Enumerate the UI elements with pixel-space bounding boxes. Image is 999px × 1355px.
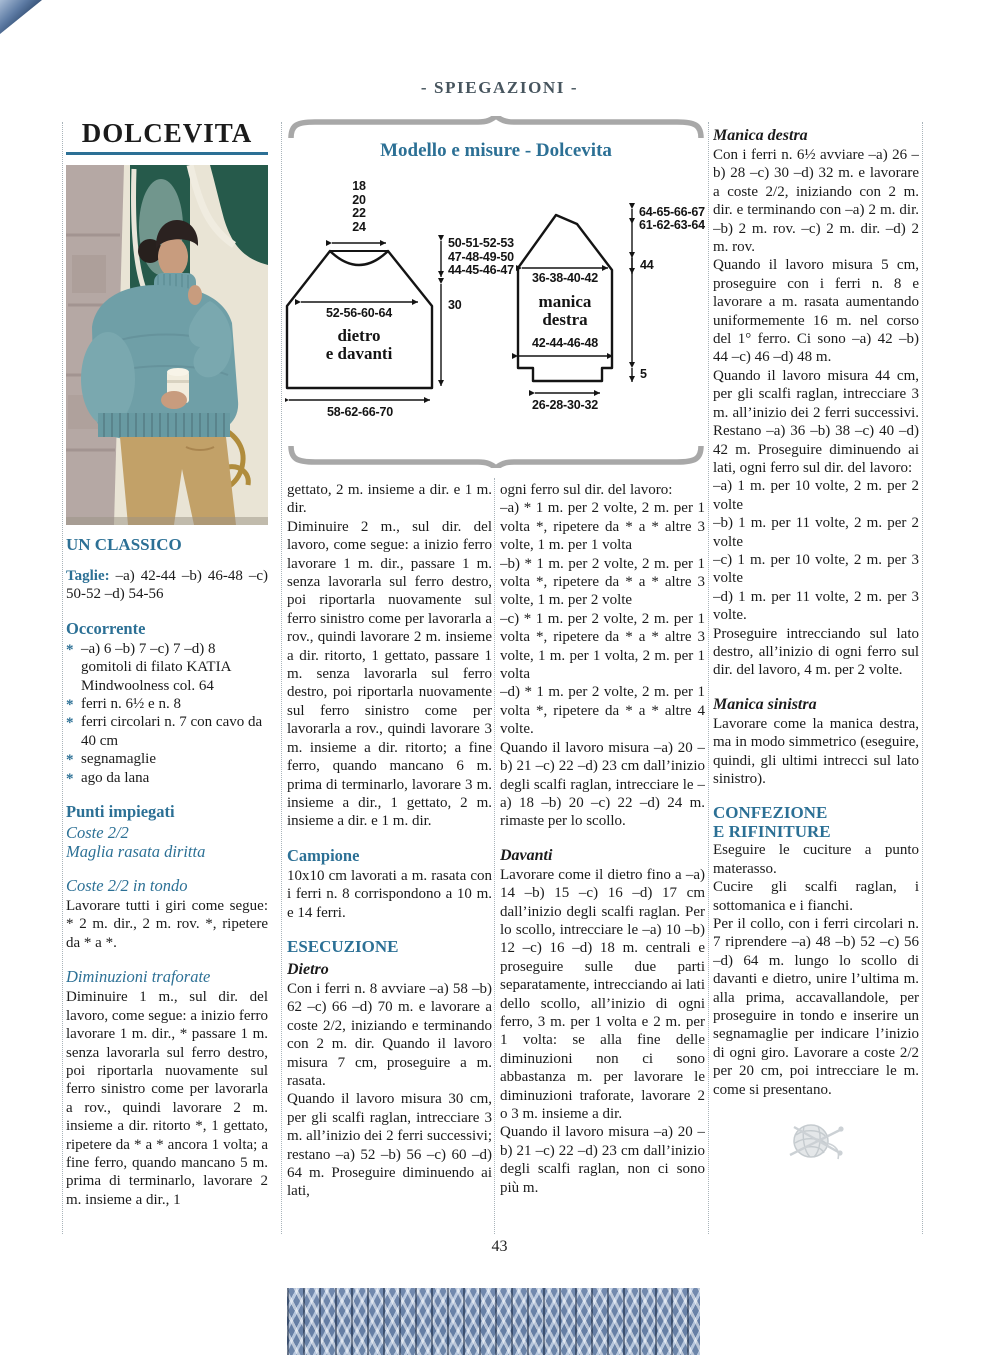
finishing-title	[713, 803, 919, 841]
bottom-width-label: 58-62-66-70	[327, 405, 393, 419]
column-separator	[62, 122, 63, 1234]
list-item	[66, 640, 268, 695]
schematic-title: Modello e misure - Dolcevita	[380, 140, 612, 161]
pattern-paragraph: Lavorare come la manica destra, ma in modo simmetrico (eseguire, quindi, gli ultimi intrecci sul lato sinistro).	[713, 715, 919, 787]
measure-label: 44-45-46-47	[448, 263, 514, 277]
pattern-paragraph: –b) * 1 m. per 2 volte, 2 m. per 1 volta *, ripetere da * a * altre 3 volte, 1 m. per 2 volte	[500, 555, 705, 609]
sleeve-underarm-height-label: 44	[640, 258, 654, 272]
pattern-paragraph: Quando il lavoro misura 30 cm, per gli scalfi raglan, intrecciare 3 m. all’inizio dei 2 ferri successivi; restano –a) 52 –b) 56 –c) 60 –d) 64 m. Proseguire diminuendo ai lati,	[287, 1091, 492, 1200]
pattern-paragraph: –c) 1 m. per 10 volte, 2 m. per 3 volte	[713, 551, 919, 587]
pattern-paragraph: –a) 1 m. per 10 volte, 2 m. per 2 volte	[713, 478, 919, 513]
gauge-title: Campione	[287, 845, 360, 865]
pattern-paragraph: gettato, 2 m. insieme a dir. e 1 m. dir.	[287, 482, 492, 517]
subsection-title: UN CLASSICO	[66, 535, 182, 554]
column-separator	[494, 478, 495, 1234]
list-item	[66, 769, 268, 787]
sleeve-piece-name	[518, 293, 612, 329]
piece-name-line: manica	[538, 292, 592, 311]
neck-size-labels	[329, 180, 389, 234]
pattern-paragraph: Diminuire 1 m., sul dir. del lavoro, come segue: a inizio ferro lavorare 1 m. dir., * passare 1 m. senza lavorarla sul ferro destro, poi riportarla nuovamente sul ferro sinistro come per lavorarla a rov., quindi lavorare 2 m. insieme a dir. ritorto *, 1 gettato, ripetere da * a * ancora 1 volta; a fine ferro, quando mancano 5 m. prima di terminarlo, lavorare 2 m. insieme a dir., 1	[66, 989, 268, 1208]
execution-title: ESECUZIONE	[287, 936, 399, 956]
measure-label: 22	[352, 206, 366, 220]
pattern-paragraph: Diminuire 2 m., sul dir. del lavoro, come segue: a inizio ferro lavorare 1 m. dir., passare 1 m. senza lavorarla sul ferro destro, poi riportarla nuovamente sul ferro sinistro come per lavorarla a rov., quindi lavorare 2 m. insieme a dir. ritorto, 1 gettato, passare 1 m. senza lavorarla sul ferro destro, poi riportarla nuovamente sul ferro sinistro come per lavorarla a rov., quindi lavorare 3 m. insieme a dir. ritorto; a fine ferro, quando mancano 6 m. prima di terminarlo, lavorare 3 m. insieme a dir., 1 gettato, 2 m. insieme a dir. e 1 m. dir.	[287, 518, 492, 830]
knit-texture-image	[287, 1288, 700, 1355]
list-item-text: –a) 6 –b) 7 –c) 7 –d) 8 gomitoli di filato KATIA Mindwoolness col. 64	[81, 640, 231, 694]
sleeve-top-width-label: 36-38-40-42	[532, 271, 598, 285]
left-column	[66, 118, 268, 1236]
measure-label: 50-51-52-53	[448, 236, 514, 250]
pattern-paragraph: Con i ferri n. 8 avviare –a) 58 –b) 62 –c) 66 –d) 70 m. e lavorare a coste 2/2, iniziando e terminando con 2 m. dir. Quando il lavoro misura 7 cm, proseguire a m. rasata.	[287, 980, 492, 1089]
materials-title: Occorrente	[66, 618, 146, 638]
pattern-paragraph: Proseguire intrecciando sul lato destro, all’inizio di ogni ferro sul dir. del lavoro, 4 m. per 2 volte.	[713, 625, 919, 679]
back-piece-name	[299, 327, 419, 363]
pattern-paragraph: –c) * 1 m. per 2 volte, 2 m. per 1 volta *, ripetere da * a * altre 3 volte, 1 m. per 1 volta, 2 m. per 1 volta	[500, 610, 705, 683]
section-header: - SPIEGAZIONI -	[420, 78, 579, 97]
sleeve-cuff-width-label: 26-28-30-32	[532, 398, 598, 412]
pattern-paragraph: Quando il lavoro misura –a) 20 –b) 21 –c) 22 –d) 23 cm dall’inizio degli scalfi raglan, intrecciare le –a) 18 –b) 20 –c) 22 –d) 24 m. rimaste per lo scollo.	[500, 739, 705, 830]
piece-name-line: e davanti	[325, 344, 393, 363]
pattern-paragraph: Lavorare come il dietro fino a –a) 14 –b) 15 –c) 16 –d) 17 cm dall’inizio degli scalfi raglan. Per lo scollo, intrecciare le –a) 10 –b) 12 –c) 16 –d) 18 m. centrali e proseguire sulle due parti separatamente, intrecciando ai lati dello scollo, all’inizio di ogni ferro, 3 m. per 1 volta e 2 m. per 1 volta: se alla fine delle diminuzioni non ci sono abbastanza m. per lavorare le diminuzioni traforate, lavorare 2 o 3 m. insieme a dir.	[500, 866, 705, 1122]
measure-label: 18	[352, 179, 366, 193]
pattern-title: DOLCEVITA	[81, 118, 253, 148]
decreases-title: Diminuzioni traforate	[66, 967, 211, 987]
pattern-paragraph: Quando il lavoro misura 44 cm, per gli scalfi raglan, intrecciare 3 m. all’inizio dei 2 ferri successivi. Restano –a) 36 –b) 38 –c) 40 –d) 42 m. Proseguire diminuendo ai lati, ogni ferro sul dir. del lavoro:	[713, 367, 919, 476]
rib-round-title: Coste 2/2 in tondo	[66, 876, 188, 896]
chest-width-label: 52-56-60-64	[326, 306, 392, 320]
stitch-name: Maglia rasata diritta	[66, 842, 206, 862]
pattern-paragraph: Cucire gli scalfi raglan, i sottomanica e i fianchi.	[713, 879, 919, 914]
pattern-paragraph: Quando il lavoro misura –a) 20 –b) 21 –c) 22 –d) 23 cm dall’inizio degli scalfi raglan, non ci sono più m.	[500, 1124, 705, 1196]
list-item	[66, 695, 268, 713]
asterisk-bullet: *	[66, 770, 74, 787]
model-photo	[66, 165, 268, 525]
pattern-paragraph: –a) * 1 m. per 2 volte, 2 m. per 1 volta *, ripetere da * a * altre 3 volte, 1 m. per 1 volta	[500, 500, 705, 554]
list-item-text: ferri n. 6½ e n. 8	[81, 696, 181, 713]
left-sleeve-title: Manica sinistra	[713, 695, 817, 713]
text-column-2	[287, 481, 492, 1259]
pattern-paragraph: Eseguire le cuciture a punto materasso.	[713, 842, 919, 877]
list-item-text: ago da lana	[81, 769, 150, 786]
front-title: Davanti	[500, 846, 553, 864]
column-separator	[708, 122, 709, 1234]
list-item	[66, 713, 268, 750]
body-height-label: 30	[448, 298, 462, 312]
sleeve-cuff-height-label: 5	[640, 367, 647, 381]
sizes-label: Taglie:	[66, 568, 110, 584]
yarn-ball-icon	[784, 1113, 848, 1165]
measure-label: 47-48-49-50	[448, 249, 514, 264]
pattern-paragraph: ogni ferro sul dir. del lavoro:	[500, 482, 673, 498]
finishing-title-line: E RIFINITURE	[713, 822, 831, 842]
text-column-3	[500, 481, 705, 1259]
sizes-value: –a) 42-44 –b) 46-48 –c) 50-52 –d) 54-56	[66, 568, 268, 603]
list-item-text: segnamaglie	[81, 751, 156, 768]
back-title: Dietro	[287, 960, 329, 978]
sleeve-total-height-label: 64-65-66-67	[639, 205, 705, 219]
pattern-paragraph: –b) 1 m. per 11 volte, 2 m. per 2 volte	[713, 515, 919, 550]
page-number: 43	[491, 1238, 508, 1255]
pattern-paragraph: 10x10 cm lavorati a m. rasata con i ferri n. 8 corrispondono a 10 m. e 14 ferri.	[287, 867, 492, 921]
pattern-paragraph: –d) * 1 m. per 2 volte, 2 m. per 1 volta *, ripetere da * a * altre 4 volte.	[500, 684, 705, 738]
stitch-name: Coste 2/2	[66, 823, 129, 843]
measure-label: 24	[352, 219, 366, 234]
asterisk-bullet: *	[66, 752, 74, 769]
corner-knit-decoration	[0, 0, 42, 34]
pattern-paragraph: Lavorare tutti i giri come segue: * 2 m. dir., 2 m. rov. *, ripetere da * a *.	[66, 898, 268, 951]
text-column-4	[713, 126, 919, 1238]
measure-label: 20	[352, 192, 366, 207]
column-separator	[281, 122, 282, 1234]
stitches-title: Punti impiegati	[66, 802, 175, 822]
list-item	[66, 750, 268, 768]
title-underline	[66, 152, 268, 155]
asterisk-bullet: *	[66, 697, 74, 714]
pattern-paragraph: Per il collo, con i ferri circolari n. 7 riprendere –a) 48 –b) 52 –c) 56 –d) 64 m. lungo lo scollo di davanti e dietro, unire l’ultima m. alla prima, accavallandole, per proseguire in tondo e inserire un segnamaglie per indicare l’inizio di ogni giro. Lavorare a coste 2/2 per 20 cm, poi intrecciare le m. come si presentano.	[713, 916, 919, 1098]
finishing-title-line: CONFEZIONE	[713, 803, 828, 823]
raglan-height-labels	[448, 237, 514, 278]
pattern-paragraph: Con i ferri n. 6½ avviare –a) 26 –b) 28 –c) 30 –d) 32 m. e lavorare a coste 2/2, iniziando con 2 m. dir. e terminando con –a) 2 m. dir. –b) 2 m. rov. –c) 2 m. dir. –d) 2 m. rov.	[713, 147, 919, 256]
asterisk-bullet: *	[66, 715, 74, 732]
materials-list	[66, 640, 268, 787]
piece-name-line: dietro	[337, 326, 381, 345]
sleeve-total-height-label: 61-62-63-64	[639, 218, 705, 232]
schematic-panel	[285, 116, 707, 468]
pattern-paragraph: –d) 1 m. per 11 volte, 2 m. per 3 volte.	[713, 588, 919, 624]
pattern-paragraph: Quando il lavoro misura 5 cm, proseguire con i ferri n. 8 e lavorare a m. rasata aumentando uniformemente 16 m. nel corso del 1° ferro. Ci sono –a) 42 –b) 44 –c) 46 –d) 48 m.	[713, 257, 919, 366]
piece-name-line: destra	[542, 310, 588, 329]
asterisk-bullet: *	[66, 641, 74, 658]
sizes-paragraph	[66, 567, 268, 604]
right-sleeve-title: Manica destra	[713, 127, 808, 144]
sleeve-mid-width-label: 42-44-46-48	[532, 336, 598, 350]
column-separator	[922, 122, 923, 1234]
list-item-text: ferri circolari n. 7 con cavo da 40 cm	[81, 714, 263, 749]
